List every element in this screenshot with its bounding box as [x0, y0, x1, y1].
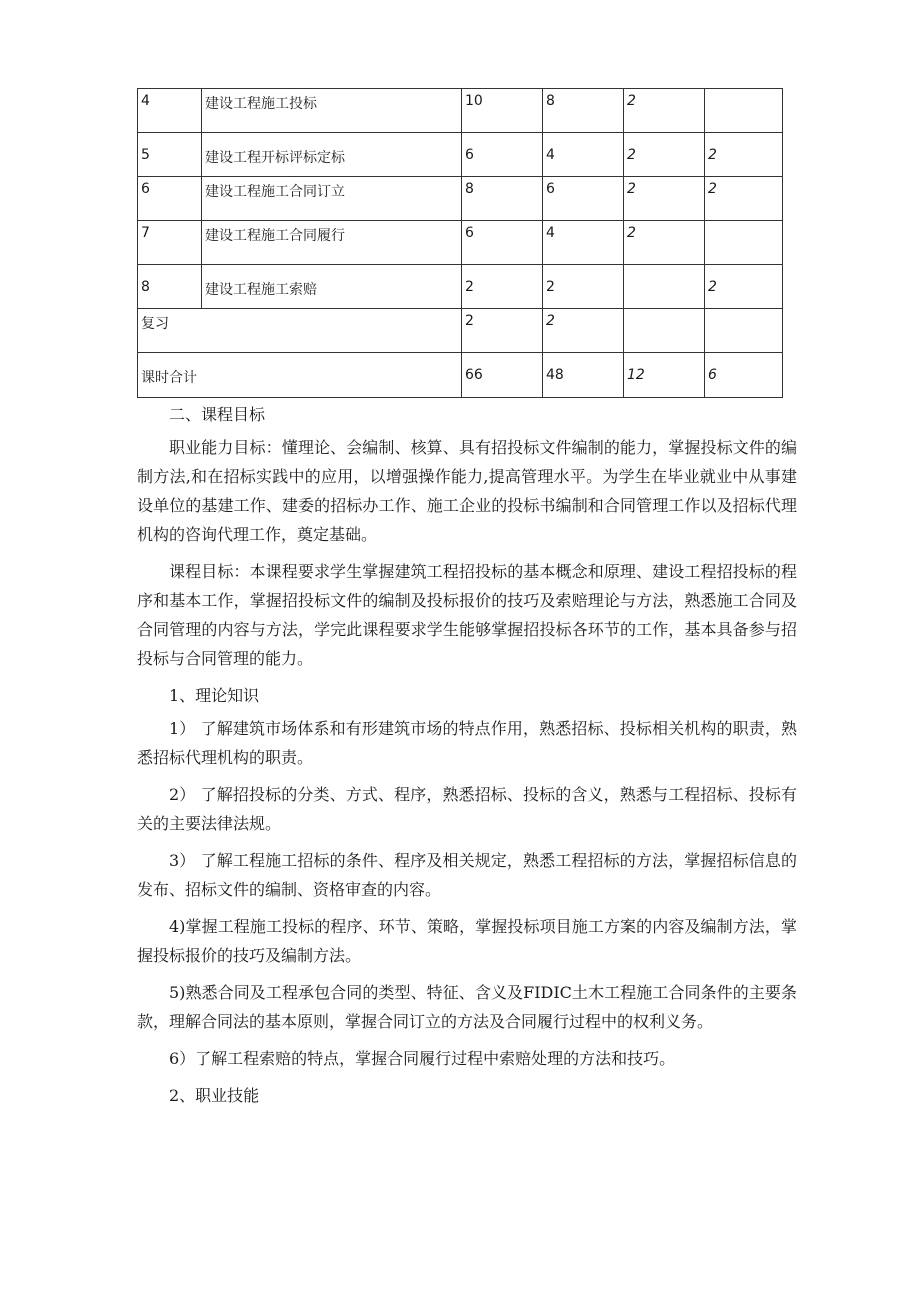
theory-hours: 4	[543, 133, 624, 177]
theory-hours: 6	[543, 177, 624, 221]
row-number: 4	[138, 89, 202, 133]
other-hours	[705, 221, 783, 265]
theory-hours: 2	[543, 309, 624, 353]
total-hours: 2	[462, 309, 543, 353]
sum-label: 课时合计	[138, 353, 462, 398]
practice-hours: 2	[624, 133, 705, 177]
total-hours: 6	[462, 221, 543, 265]
practice-hours: 12	[624, 353, 705, 398]
total-hours: 6	[462, 133, 543, 177]
practice-hours: 2	[624, 221, 705, 265]
topic-name: 建设工程施工合同订立	[202, 177, 462, 221]
theory-item-2: 2） 了解招投标的分类、方式、程序，熟悉招标、投标的含义，熟悉与工程招标、投标有关的主要法律法规。	[137, 785, 797, 833]
topic-name: 建设工程施工合同履行	[202, 221, 462, 265]
row-number: 6	[138, 177, 202, 221]
theory-item-4: 4)掌握工程施工投标的程序、环节、策略，掌握投标项目施工方案的内容及编制方法，掌握投标报价的技巧及编制方法。	[137, 917, 797, 965]
theory-knowledge-heading: 1、理论知识	[169, 686, 260, 705]
other-hours	[705, 89, 783, 133]
other-hours: 2	[705, 133, 783, 177]
table-row	[138, 133, 783, 177]
table-row	[138, 265, 783, 309]
theory-item-3: 3） 了解工程施工招标的条件、程序及相关规定，熟悉工程招标的方法，掌握招标信息的发布、招标文件的编制、资格审查的内容。	[137, 851, 797, 899]
review-row	[138, 309, 783, 353]
table-row	[138, 89, 783, 133]
sum-row	[138, 353, 783, 398]
theory-item-1: 1） 了解建筑市场体系和有形建筑市场的特点作用，熟悉招标、投标相关机构的职责，熟悉招标代理机构的职责。	[137, 719, 797, 767]
topic-name: 建设工程施工投标	[202, 89, 462, 133]
theory-item-6: 6）了解工程索赔的特点，掌握合同履行过程中索赔处理的方法和技巧。	[169, 1049, 676, 1068]
table-row	[138, 221, 783, 265]
theory-item-5: 5)熟悉合同及工程承包合同的类型、特征、含义及FIDIC土木工程施工合同条件的主要条款，理解合同法的基本原则，掌握合同订立的方法及合同履行过程中的权利义务。	[137, 983, 797, 1031]
review-label: 复习	[138, 309, 462, 353]
body-text	[137, 400, 797, 1114]
row-number: 5	[138, 133, 202, 177]
row-number: 8	[138, 265, 202, 309]
practice-hours: 2	[624, 89, 705, 133]
topic-name: 建设工程开标评标定标	[202, 133, 462, 177]
total-hours: 10	[462, 89, 543, 133]
vocational-skills-heading: 2、职业技能	[169, 1086, 260, 1105]
section-title: 二、课程目标	[169, 405, 266, 424]
practice-hours	[624, 309, 705, 353]
course-hours-table	[137, 88, 783, 398]
other-hours: 2	[705, 177, 783, 221]
other-hours	[705, 309, 783, 353]
course-goal: 课程目标：本课程要求学生掌握建筑工程招投标的基本概念和原理、建设工程招投标的程序和基本工作，掌握招投标文件的编制及投标报价的技巧及索赔理论与方法，熟悉施工合同及合同管理的内容与方法，学完此课程要求学生能够掌握招投标各环节的工作，基本具备参与招投标与合同管理的能力。	[137, 562, 797, 668]
table-row	[138, 177, 783, 221]
theory-hours: 48	[543, 353, 624, 398]
row-number: 7	[138, 221, 202, 265]
theory-hours: 4	[543, 221, 624, 265]
topic-name: 建设工程施工索赔	[202, 265, 462, 309]
total-hours: 2	[462, 265, 543, 309]
theory-hours: 8	[543, 89, 624, 133]
total-hours: 66	[462, 353, 543, 398]
theory-hours: 2	[543, 265, 624, 309]
practice-hours: 2	[624, 177, 705, 221]
total-hours: 8	[462, 177, 543, 221]
other-hours: 2	[705, 265, 783, 309]
vocational-ability-goal: 职业能力目标：懂理论、会编制、核算、具有招投标文件编制的能力，掌握投标文件的编制方法,和在招标实践中的应用，以增强操作能力,提高管理水平。为学生在毕业就业中从事建设单位的基建工作、建委的招标办工作、施工企业的投标书编制和合同管理工作以及招标代理机构的咨询代理工作，奠定基础。	[137, 438, 797, 544]
other-hours: 6	[705, 353, 783, 398]
practice-hours	[624, 265, 705, 309]
